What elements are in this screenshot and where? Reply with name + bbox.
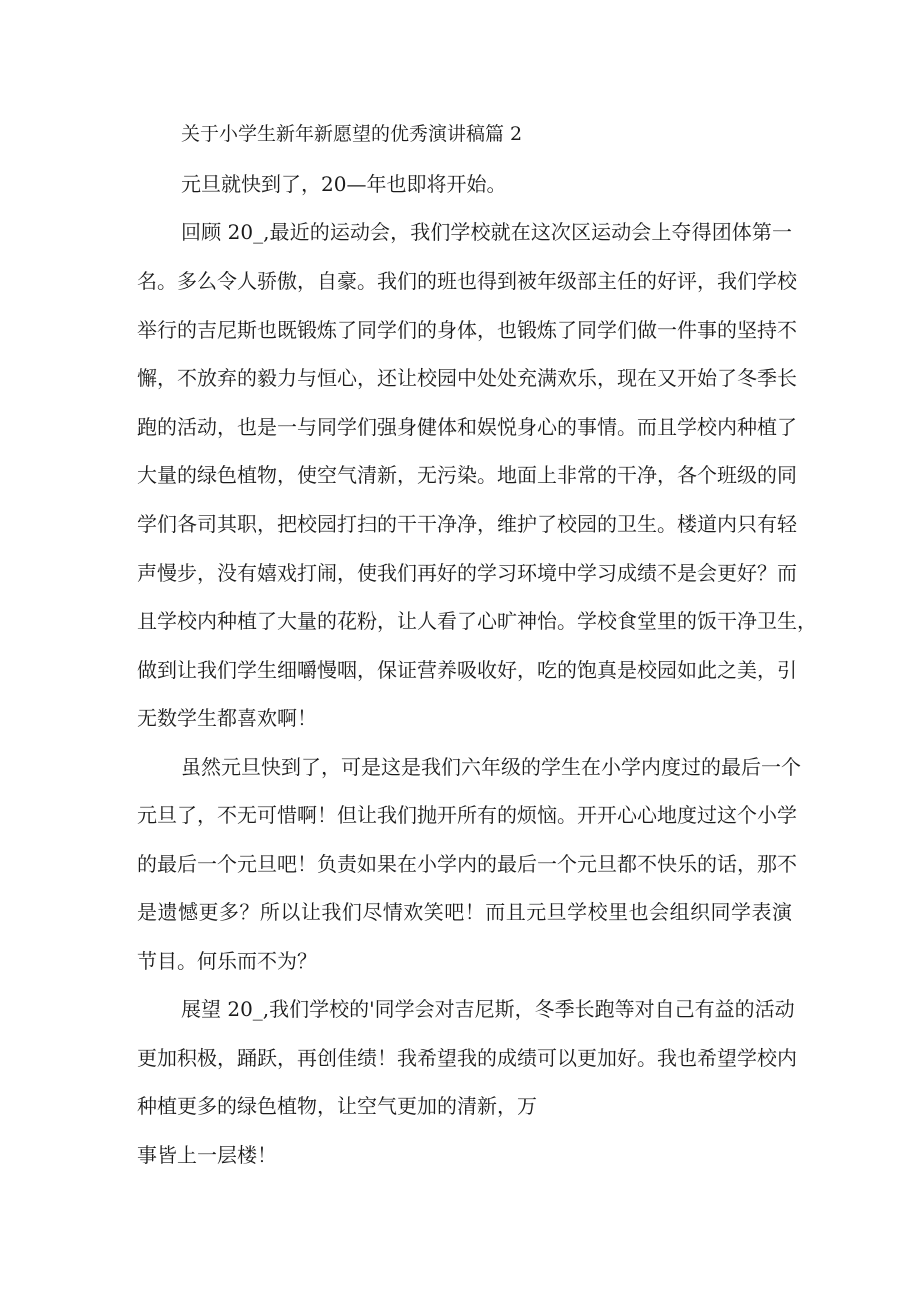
paragraph-line: 做到让我们学生细嚼慢咽，保证营养吸收好，吃的饱真是校园如此之美，引 <box>137 658 797 682</box>
paragraph-line: 的最后一个元旦吧！负责如果在小学内的最后一个元旦都不快乐的话，那不 <box>137 852 797 876</box>
paragraph-line: 声慢步，没有嬉戏打闹，使我们再好的学习环境中学习成绩不是会更好？而 <box>137 561 797 585</box>
paragraph-line: 大量的绿色植物，使空气清新，无污染。地面上非常的干净，各个班级的同 <box>137 463 797 487</box>
paragraph-line: 跑的活动，也是一与同学们强身健体和娱悦身心的事情。而且学校内种植了 <box>137 415 797 439</box>
paragraph-line: 节目。何乐而不为？ <box>137 949 317 973</box>
paragraph-line: 回顾 20_,最近的运动会，我们学校就在这次区运动会上夺得团体第一 <box>181 220 792 244</box>
paragraph-line: 种植更多的绿色植物，让空气更加的清新，万 <box>137 1094 537 1118</box>
paragraph-line: 懈，不放弃的毅力与恒心，还让校园中处处充满欢乐，现在又开始了冬季长 <box>137 366 797 390</box>
paragraph-line: 举行的吉尼斯也既锻炼了同学们的身体，也锻炼了同学们做一件事的坚持不 <box>137 318 797 342</box>
paragraph-line: 且学校内种植了大量的花粉，让人看了心旷神怡。学校食堂里的饭干净卫生， <box>137 609 817 633</box>
document-title: 关于小学生新年新愿望的优秀演讲稿篇 2 <box>181 123 523 145</box>
paragraph-line: 学们各司其职，把校园打扫的干干净净，维护了校园的卫生。楼道内只有轻 <box>137 512 797 536</box>
paragraph-line: 元旦就快到了，20—年也即将开始。 <box>181 172 507 196</box>
paragraph-line: 展望 20_,我们学校的'同学会对吉尼斯，冬季长跑等对自己有益的活动 <box>181 997 795 1021</box>
paragraph-line: 事皆上一层楼！ <box>137 1143 277 1167</box>
paragraph-line: 更加积极，踊跃，再创佳绩！我希望我的成绩可以更加好。我也希望学校内 <box>137 1046 797 1070</box>
paragraph-line: 元旦了，不无可惜啊！但让我们抛开所有的烦恼。开开心心地度过这个小学 <box>137 803 797 827</box>
paragraph-line: 无数学生都喜欢啊！ <box>137 706 317 730</box>
paragraph-line: 虽然元旦快到了，可是这是我们六年级的学生在小学内度过的最后一个 <box>181 755 801 779</box>
paragraph-line: 是遗憾更多？所以让我们尽情欢笑吧！而且元旦学校里也会组织同学表演 <box>137 900 792 924</box>
paragraph-line: 名。多么令人骄傲，自豪。我们的班也得到被年级部主任的好评，我们学校 <box>137 269 797 293</box>
